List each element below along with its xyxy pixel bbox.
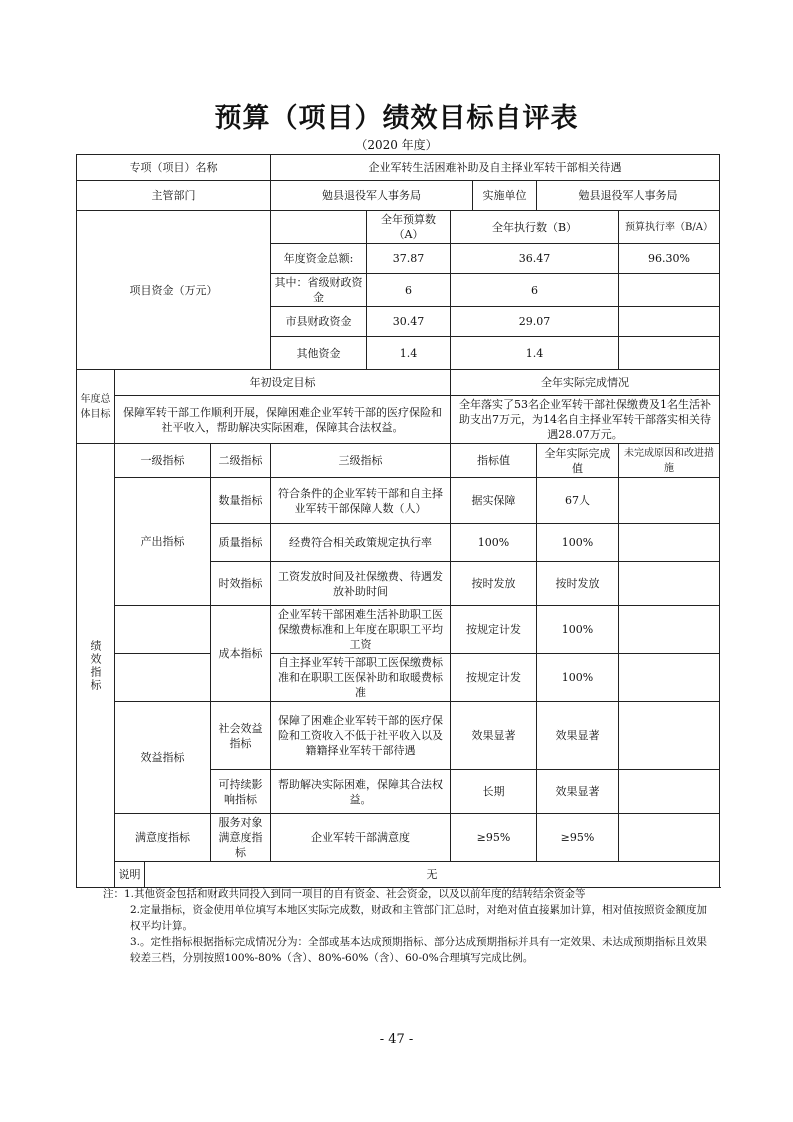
indicator-target: ≥95% bbox=[451, 814, 537, 862]
goals-initial-text: 保障军转干部工作顺利开展，保障困难企业军转干部的医疗保险和社平收入，帮助解决实际困难，保障其合法权益。 bbox=[115, 396, 451, 444]
page-title: 预算（项目）绩效目标自评表 bbox=[214, 103, 579, 134]
header-level2: 二级指标 bbox=[211, 444, 271, 478]
indicator-target: 按时发放 bbox=[451, 562, 537, 606]
evaluation-table-wrapper bbox=[76, 154, 719, 888]
indicator-level3: 企业军转干部困难生活补助职工医保缴费标准和上年度在职职工平均工资 bbox=[271, 606, 451, 654]
funds-row-b: 6 bbox=[451, 274, 619, 307]
funds-row-b: 1.4 bbox=[451, 337, 619, 370]
benefit-indicator-label: 效益指标 bbox=[115, 702, 211, 814]
indicator-target: 长期 bbox=[451, 770, 537, 814]
department-row bbox=[77, 181, 720, 211]
header-actual: 全年实际完成值 bbox=[537, 444, 619, 478]
indicator-row bbox=[77, 814, 720, 862]
indicator-target: 100% bbox=[451, 524, 537, 562]
output-indicator-blank bbox=[115, 606, 211, 654]
header-level3: 三级指标 bbox=[271, 444, 451, 478]
project-name-row bbox=[77, 155, 720, 181]
indicator-row bbox=[77, 654, 720, 702]
indicator-row bbox=[77, 702, 720, 770]
indicator-level3: 自主择业军转干部职工医保缴费标准和在职职工医保补助和取暖费标准 bbox=[271, 654, 451, 702]
goals-actual-header: 全年实际完成情况 bbox=[451, 370, 720, 396]
footnote: 注：1.其他资金包括和财政共同投入到同一项目的自有资金、社会资金，以及以前年度的结转结余资金等 bbox=[103, 888, 586, 900]
header-reason: 未完成原因和改进措施 bbox=[619, 444, 720, 478]
indicator-reason bbox=[619, 814, 720, 862]
satisfaction-indicator-label: 满意度指标 bbox=[115, 814, 211, 862]
impl-unit-value: 勉县退役军人事务局 bbox=[537, 181, 720, 211]
funds-row-label: 其他资金 bbox=[271, 337, 367, 370]
indicator-level3: 工资发放时间及社保缴费、待遇发放补助时间 bbox=[271, 562, 451, 606]
funds-row-a: 6 bbox=[367, 274, 451, 307]
indicator-actual: 效果显著 bbox=[537, 702, 619, 770]
indicator-level2: 服务对象满意度指标 bbox=[211, 814, 271, 862]
remark-row bbox=[77, 862, 720, 888]
indicator-level2: 数量指标 bbox=[211, 478, 271, 524]
indicator-reason bbox=[619, 478, 720, 524]
indicator-level2: 时效指标 bbox=[211, 562, 271, 606]
dept-label: 主管部门 bbox=[77, 181, 271, 211]
funds-row-a: 30.47 bbox=[367, 307, 451, 337]
indicators-section-label: 绩效指标 bbox=[77, 444, 115, 888]
indicator-level3: 符合条件的企业军转干部和自主择业军转干部保障人数（人） bbox=[271, 478, 451, 524]
impl-unit-label: 实施单位 bbox=[473, 181, 537, 211]
funds-row-label: 年度资金总额: bbox=[271, 244, 367, 274]
funds-row-rate bbox=[619, 307, 720, 337]
funds-section-label: 项目资金（万元） bbox=[77, 211, 271, 370]
indicator-reason bbox=[619, 770, 720, 814]
goals-content-row bbox=[77, 396, 720, 444]
indicator-target: 据实保障 bbox=[451, 478, 537, 524]
goals-header-row bbox=[77, 370, 720, 396]
funds-row-label: 其中：省级财政资金 bbox=[271, 274, 367, 307]
header-target: 指标值 bbox=[451, 444, 537, 478]
indicator-level3: 企业军转干部满意度 bbox=[271, 814, 451, 862]
footnotes bbox=[103, 886, 713, 966]
output-indicator-label: 产出指标 bbox=[115, 478, 211, 606]
indicator-actual: ≥95% bbox=[537, 814, 619, 862]
indicator-level3: 经费符合相关政策规定执行率 bbox=[271, 524, 451, 562]
indicator-actual: 100% bbox=[537, 606, 619, 654]
indicator-target: 按规定计发 bbox=[451, 606, 537, 654]
indicator-reason bbox=[619, 606, 720, 654]
indicator-actual: 100% bbox=[537, 654, 619, 702]
funds-row-a: 1.4 bbox=[367, 337, 451, 370]
funds-header-row bbox=[77, 211, 720, 244]
indicator-reason bbox=[619, 562, 720, 606]
funds-row-b: 29.07 bbox=[451, 307, 619, 337]
cost-indicator-label: 成本指标 bbox=[211, 606, 271, 702]
project-name-value: 企业军转生活困难补助及自主择业军转干部相关待遇 bbox=[271, 155, 720, 181]
indicator-level2: 可持续影响指标 bbox=[211, 770, 271, 814]
funds-col-a: 全年预算数（A） bbox=[367, 211, 451, 244]
report-year: （2020 年度） bbox=[355, 138, 438, 152]
funds-row-rate bbox=[619, 274, 720, 307]
footnote: 2.定量指标，资金使用单位填写本地区实际完成数，财政和主管部门汇总时，对绝对值直接累加计算，相对值按照资金额度加权平均计算。 bbox=[130, 904, 708, 932]
funds-row-b: 36.47 bbox=[451, 244, 619, 274]
indicator-target: 效果显著 bbox=[451, 702, 537, 770]
funds-col-b: 全年执行数（B） bbox=[451, 211, 619, 244]
indicator-target: 按规定计发 bbox=[451, 654, 537, 702]
funds-header-blank bbox=[271, 211, 367, 244]
footnote: 3.。定性指标根据指标完成情况分为：全部或基本达成预期指标、部分达成预期指标并具有一定效果、未达成预期指标且效果较差三档，分别按照100%-80%（含）、80%-60%（含）、60-0%合理填写完成比例。 bbox=[130, 936, 708, 964]
indicator-row bbox=[77, 606, 720, 654]
goals-actual-text: 全年落实了53名企业军转干部社保缴费及1名生活补助支出7万元，为14名自主择业军转干部落实相关待遇28.07万元。 bbox=[451, 396, 720, 444]
page-number: - 47 - bbox=[379, 1032, 414, 1047]
evaluation-table bbox=[76, 154, 720, 888]
indicator-reason bbox=[619, 702, 720, 770]
funds-row-a: 37.87 bbox=[367, 244, 451, 274]
indicator-reason bbox=[619, 524, 720, 562]
indicator-actual: 效果显著 bbox=[537, 770, 619, 814]
goals-section-label: 年度总体目标 bbox=[77, 370, 115, 444]
indicator-actual: 67人 bbox=[537, 478, 619, 524]
funds-col-rate: 预算执行率（B/A） bbox=[619, 211, 720, 244]
funds-row-label: 市县财政资金 bbox=[271, 307, 367, 337]
remark-value: 无 bbox=[145, 862, 720, 888]
indicator-reason bbox=[619, 654, 720, 702]
funds-row-rate bbox=[619, 337, 720, 370]
indicators-header-row bbox=[77, 444, 720, 478]
project-name-label: 专项（项目）名称 bbox=[77, 155, 271, 181]
remark-label: 说明 bbox=[115, 862, 145, 888]
funds-row-rate: 96.30% bbox=[619, 244, 720, 274]
indicator-level3: 保障了困难企业军转干部的医疗保险和工资收入不低于社平收入以及籍籍择业军转干部待遇 bbox=[271, 702, 451, 770]
indicator-level3: 帮助解决实际困难，保障其合法权益。 bbox=[271, 770, 451, 814]
goals-initial-header: 年初设定目标 bbox=[115, 370, 451, 396]
indicator-level2: 社会效益指标 bbox=[211, 702, 271, 770]
header-level1: 一级指标 bbox=[115, 444, 211, 478]
output-indicator-blank bbox=[115, 654, 211, 702]
indicator-actual: 按时发放 bbox=[537, 562, 619, 606]
indicator-level2: 质量指标 bbox=[211, 524, 271, 562]
indicator-row bbox=[77, 478, 720, 524]
indicator-actual: 100% bbox=[537, 524, 619, 562]
dept-value: 勉县退役军人事务局 bbox=[271, 181, 473, 211]
